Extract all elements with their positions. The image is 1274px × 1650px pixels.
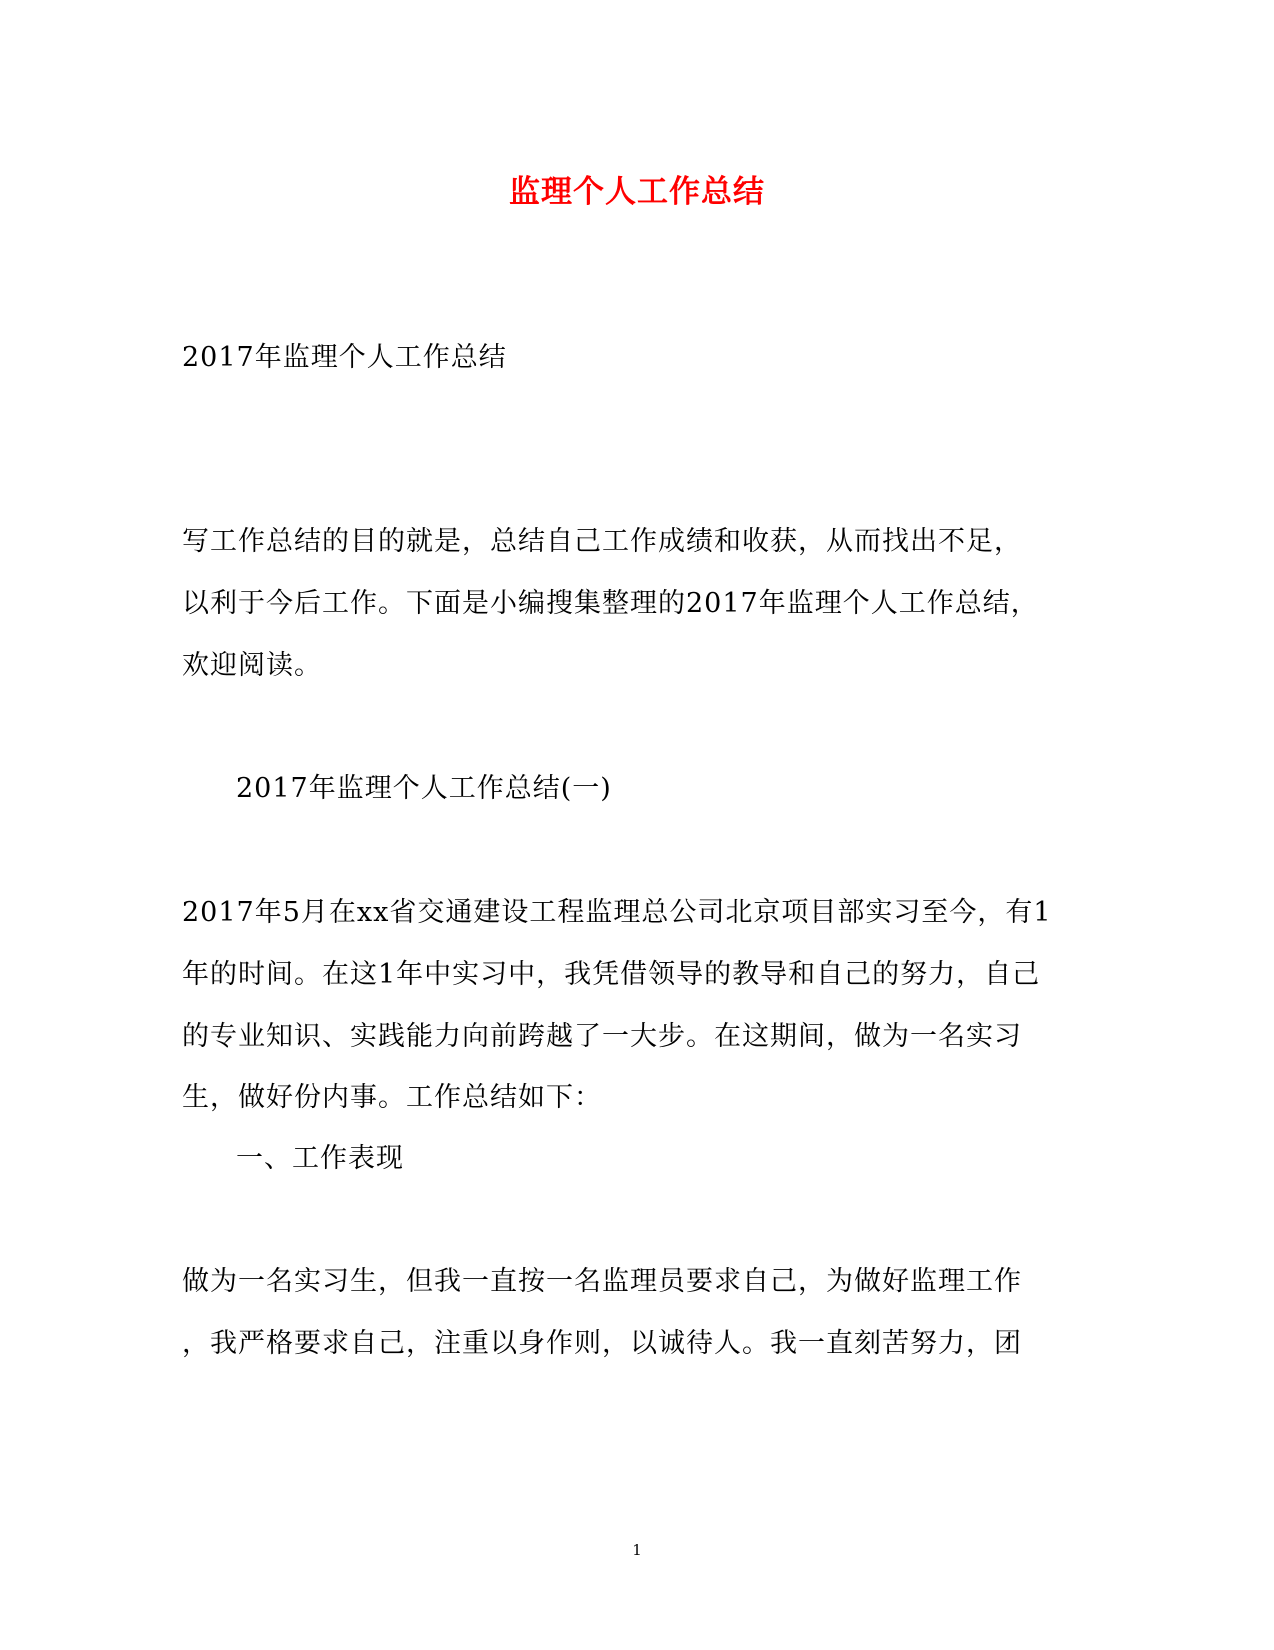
para1-line-3: 的专业知识、实践能力向前跨越了一大步。在这期间，做为一名实习 [182, 1021, 1022, 1052]
para1-line-1: 2017年5月在xx省交通建设工程监理总公司北京项目部实习至今，有1 [182, 897, 1052, 928]
intro-line-1: 写工作总结的目的就是，总结自己工作成绩和收获，从而找出不足， [182, 526, 1022, 557]
document-title: 监理个人工作总结 [509, 174, 765, 210]
para2-line-2: ，我严格要求自己，注重以身作则，以诚待人。我一直刻苦努力，团 [182, 1328, 1022, 1359]
subheading-work-performance: 一、工作表现 [236, 1143, 404, 1174]
para1-line-2: 年的时间。在这1年中实习中，我凭借领导的教导和自己的努力，自己 [182, 959, 1041, 990]
intro-line-3: 欢迎阅读。 [182, 650, 322, 681]
document-subtitle: 2017年监理个人工作总结 [182, 342, 507, 373]
intro-line-2: 以利于今后工作。下面是小编搜集整理的2017年监理个人工作总结， [182, 588, 1039, 619]
page-number: 1 [632, 1541, 642, 1559]
section-heading: 2017年监理个人工作总结(一) [236, 773, 612, 804]
para1-line-4: 生，做好份内事。工作总结如下： [182, 1082, 602, 1113]
para2-line-1: 做为一名实习生，但我一直按一名监理员要求自己，为做好监理工作 [182, 1266, 1022, 1297]
